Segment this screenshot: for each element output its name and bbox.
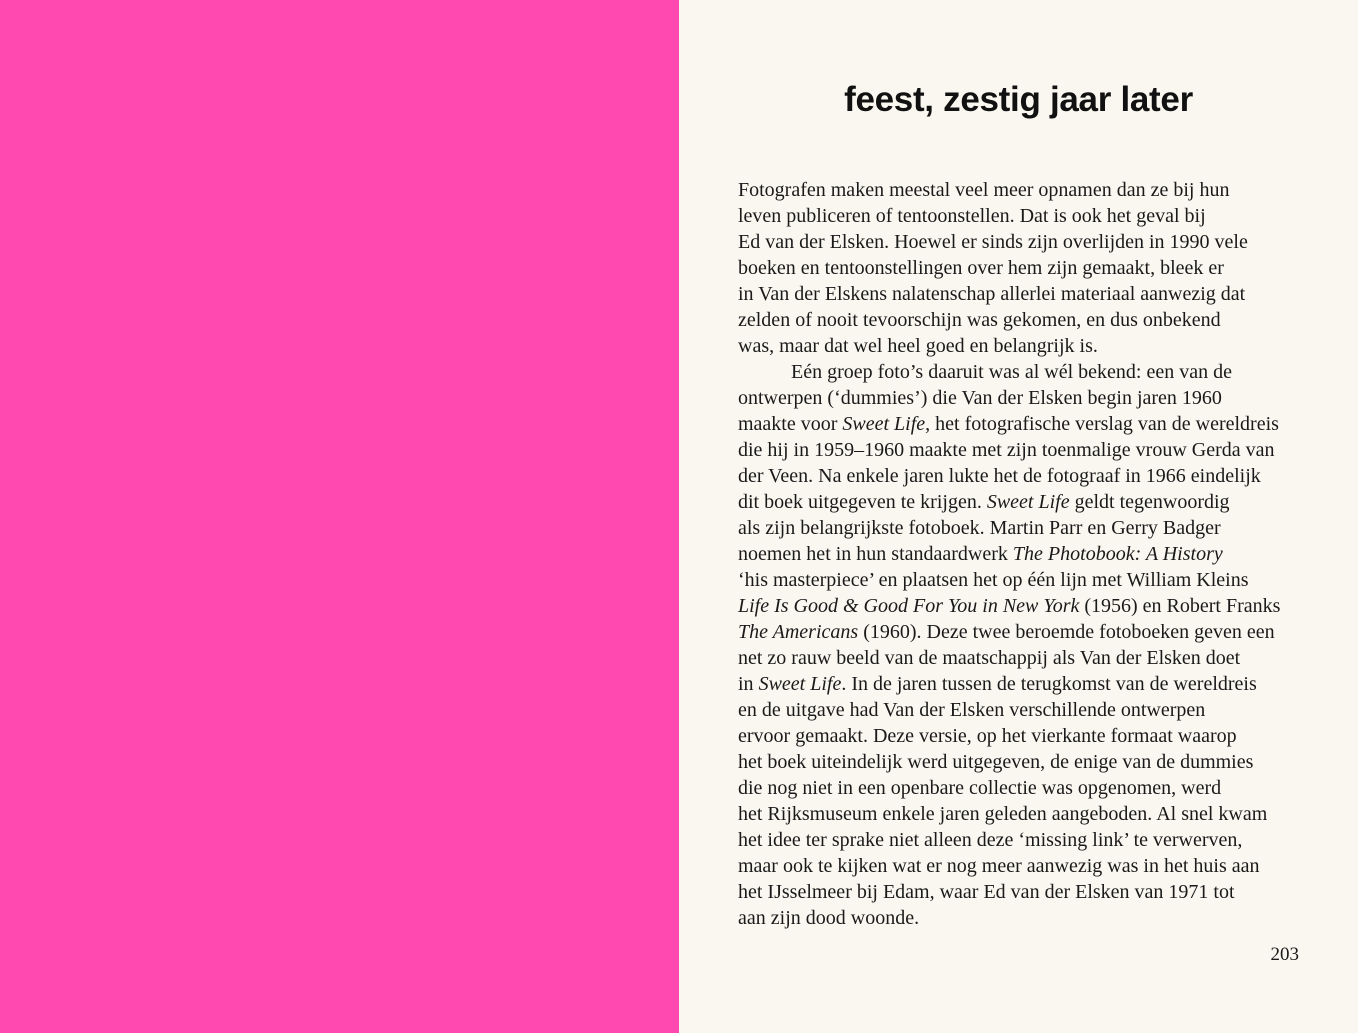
text-line [738, 749, 1318, 775]
text-line [738, 671, 1318, 697]
text-line [738, 255, 1318, 281]
text-run: leven publiceren of tentoonstellen. Dat is ook het geval bij [738, 205, 1206, 227]
text-run: . In de jaren tussen de terugkomst van de wereldreis [841, 673, 1257, 695]
text-run: het idee ter sprake niet alleen deze ‘missing link’ te verwerven, [738, 829, 1243, 851]
text-run: geldt tegenwoordig [1069, 491, 1230, 513]
text-line [738, 437, 1318, 463]
text-line [738, 411, 1318, 437]
body-text [738, 177, 1318, 931]
text-run: als zijn belangrijkste fotoboek. Martin Parr en Gerry Badger [738, 517, 1221, 539]
text-line [738, 541, 1318, 567]
text-line [738, 177, 1318, 203]
text-run: aan zijn dood woonde. [738, 907, 920, 929]
text-line [738, 515, 1318, 541]
text-run: net zo rauw beeld van de maatschappij als Van der Elsken doet [738, 647, 1241, 669]
text-line [738, 385, 1318, 411]
italic-title: The Americans [738, 621, 859, 643]
text-run: (1960). Deze twee beroemde fotoboeken geven een [858, 621, 1275, 643]
italic-title: Sweet Life [842, 413, 926, 435]
text-run: der Veen. Na enkele jaren lukte het de fotograaf in 1966 eindelijk [738, 465, 1261, 487]
text-run: het Rijksmuseum enkele jaren geleden aangeboden. Al snel kwam [738, 803, 1268, 825]
text-run: dit boek uitgegeven te krijgen. [738, 491, 987, 513]
text-line [738, 879, 1318, 905]
text-run: noemen het in hun standaardwerk [738, 543, 1013, 565]
italic-title: The Photobook: A History [1012, 543, 1223, 565]
text-right-page [679, 0, 1358, 1033]
text-run: zelden of nooit tevoorschijn was gekomen, en dus onbekend [738, 309, 1221, 331]
text-line [738, 359, 1318, 385]
page-title: feest, zestig jaar later [844, 80, 1193, 119]
text-line [738, 723, 1318, 749]
text-line [738, 567, 1318, 593]
text-line [738, 827, 1318, 853]
text-run: Fotografen maken meestal veel meer opnamen dan ze bij hun [738, 179, 1230, 201]
text-run: ontwerpen (‘dummies’) die Van der Elsken begin jaren 1960 [738, 387, 1222, 409]
text-line [738, 645, 1318, 671]
text-line [738, 853, 1318, 879]
italic-title: Life Is Good & Good For You in New York [738, 595, 1080, 617]
text-line [738, 281, 1318, 307]
text-run: , het fotografische verslag van de wereldreis [925, 413, 1279, 435]
text-line [738, 333, 1318, 359]
text-line [738, 229, 1318, 255]
italic-title: Sweet Life [986, 491, 1070, 513]
text-run: ervoor gemaakt. Deze versie, op het vierkante formaat waarop [738, 725, 1237, 747]
text-run: Eén groep foto’s daaruit was al wél bekend: een van de [791, 361, 1232, 383]
page-number: 203 [1270, 944, 1299, 965]
text-line [738, 307, 1318, 333]
text-line [738, 619, 1318, 645]
text-run: die hij in 1959–1960 maakte met zijn toenmalige vrouw Gerda van [738, 439, 1275, 461]
text-run: het boek uiteindelijk werd uitgegeven, de enige van de dummies [738, 751, 1254, 773]
text-run: maakte voor [738, 413, 843, 435]
text-line [738, 905, 1318, 931]
text-run: (1956) en Robert Franks [1079, 595, 1281, 617]
text-run: die nog niet in een openbare collectie was opgenomen, werd [738, 777, 1222, 799]
text-run: maar ook te kijken wat er nog meer aanwezig was in het huis aan [738, 855, 1260, 877]
text-run: ‘his masterpiece’ en plaatsen het op één lijn met William Kleins [738, 569, 1249, 591]
text-run: in [738, 673, 759, 695]
text-line [738, 697, 1318, 723]
text-line [738, 463, 1318, 489]
text-line [738, 593, 1318, 619]
text-run: en de uitgave had Van der Elsken verschillende ontwerpen [738, 699, 1206, 721]
text-line [738, 775, 1318, 801]
text-run: boeken en tentoonstellingen over hem zijn gemaakt, bleek er [738, 257, 1224, 279]
italic-title: Sweet Life [758, 673, 842, 695]
text-run: was, maar dat wel heel goed en belangrijk is. [738, 335, 1098, 357]
text-line [738, 489, 1318, 515]
text-run: in Van der Elskens nalatenschap allerlei materiaal aanwezig dat [738, 283, 1246, 305]
text-run: Ed van der Elsken. Hoewel er sinds zijn overlijden in 1990 vele [738, 231, 1248, 253]
text-line [738, 203, 1318, 229]
text-run: het IJsselmeer bij Edam, waar Ed van der Elsken van 1971 tot [738, 881, 1235, 903]
text-line [738, 801, 1318, 827]
